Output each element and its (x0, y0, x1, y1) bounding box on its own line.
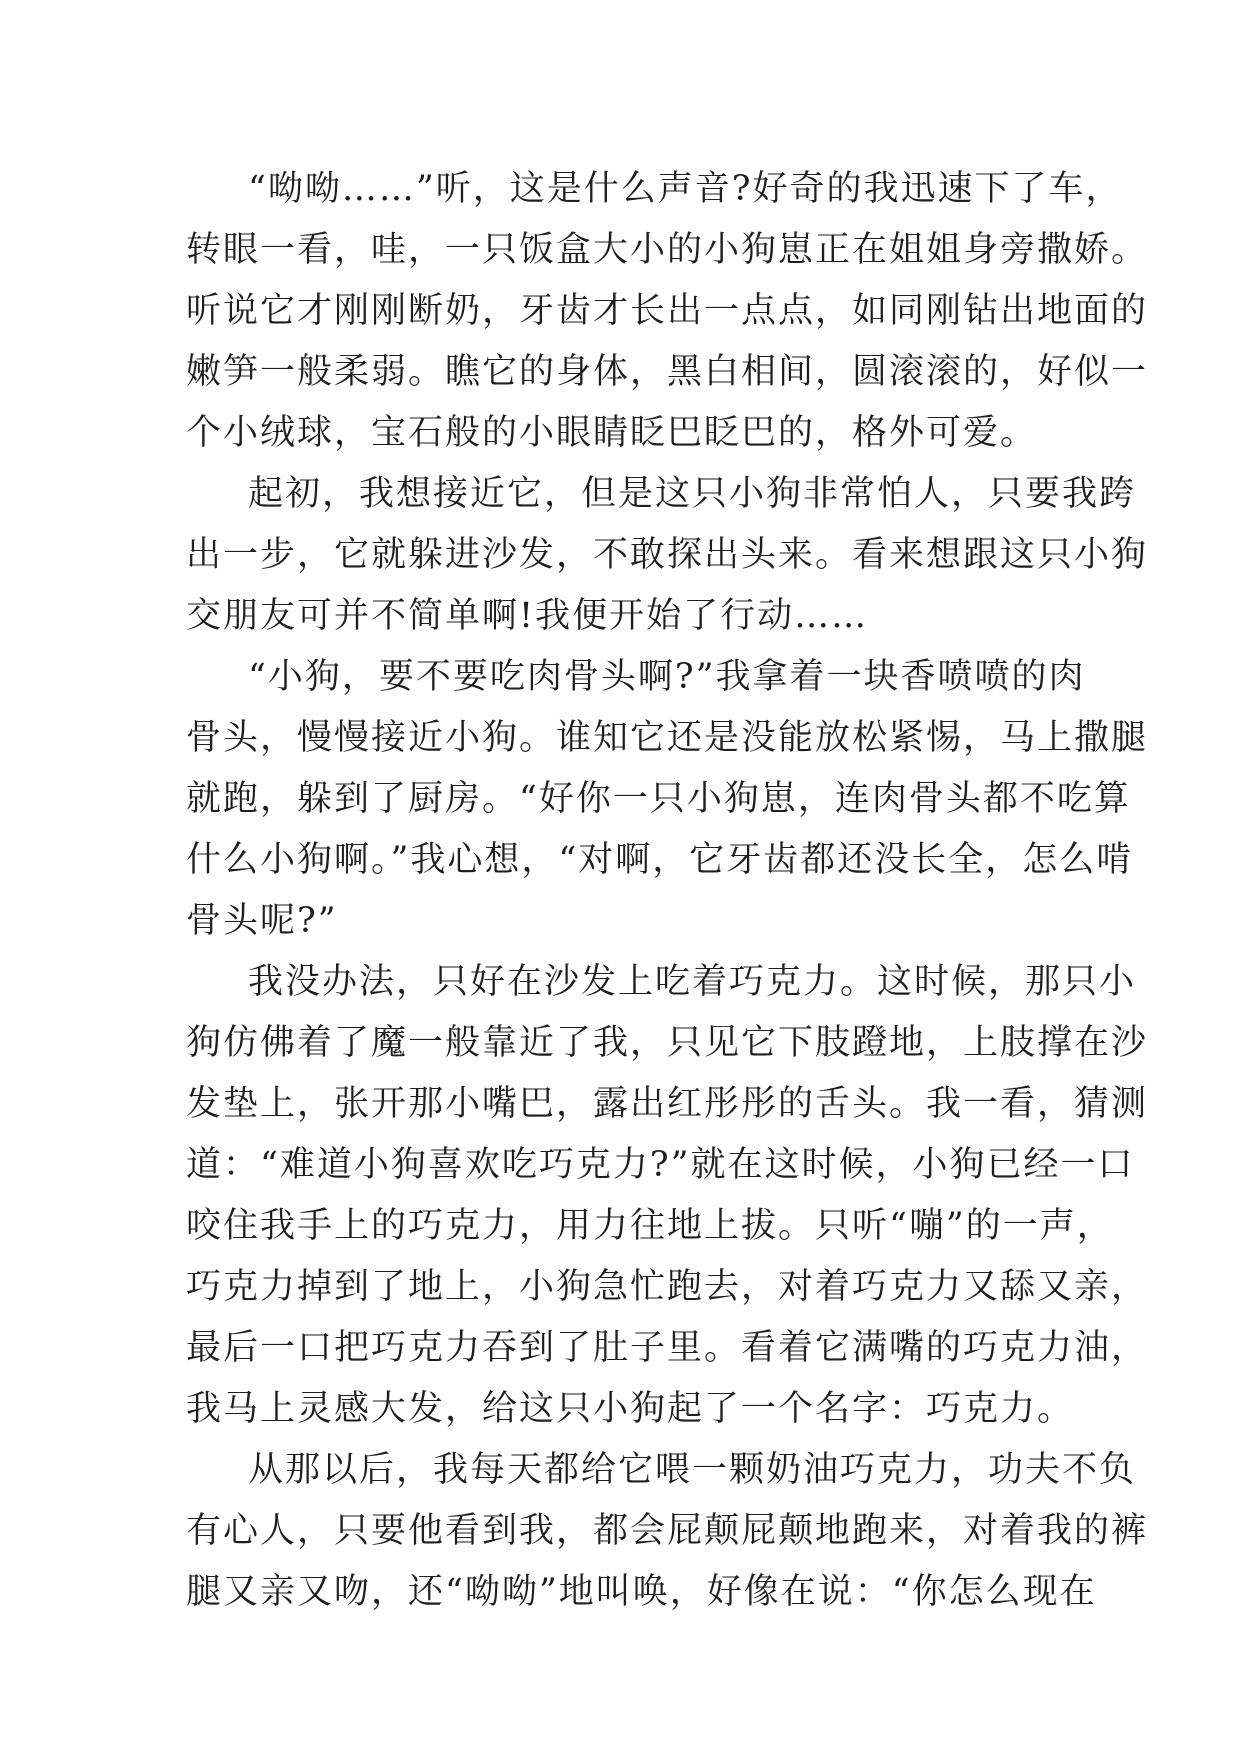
text-line: 骨头，慢慢接近小狗。谁知它还是没能放松紧惕，马上撒腿 (186, 718, 1149, 758)
text-line: 听说它才刚刚断奶，牙齿才长出一点点，如同刚钻出地面的 (186, 291, 1149, 331)
text-line: 最后一口把巧克力吞到了肚子里。看着它满嘴的巧克力油， (186, 1328, 1149, 1368)
text-line: 有心人，只要他看到我，都会屁颠屁颠地跑来，对着我的裤 (186, 1511, 1149, 1551)
text-line: 从那以后，我每天都给它喂一颗奶油巧克力，功夫不负 (248, 1450, 1137, 1490)
text-line: 起初，我想接近它，但是这只小狗非常怕人，只要我跨 (248, 474, 1137, 514)
text-line: 什么小狗啊。”我心想，“对啊，它牙齿都还没长全，怎么啃 (186, 840, 1134, 880)
text-line: 出一步，它就躲进沙发，不敢探出头来。看来想跟这只小狗 (186, 535, 1149, 575)
story-text (186, 159, 1149, 1623)
text-line: “呦呦……”听，这是什么声音?好奇的我迅速下了车， (248, 169, 1123, 209)
text-line: 转眼一看，哇，一只饭盒大小的小狗崽正在姐姐身旁撒娇。 (186, 230, 1149, 270)
text-line: 巧克力掉到了地上，小狗急忙跑去，对着巧克力又舔又亲， (186, 1267, 1149, 1307)
text-line: 交朋友可并不简单啊!我便开始了行动…… (186, 596, 869, 636)
text-line: 骨头呢?” (186, 901, 338, 941)
text-line: 咬住我手上的巧克力，用力往地上拔。只听“嘣”的一声， (186, 1206, 1114, 1246)
text-line: “小狗，要不要吃肉骨头啊?”我拿着一块香喷喷的肉 (248, 657, 1086, 697)
text-line: 我没办法，只好在沙发上吃着巧克力。这时候，那只小 (248, 962, 1137, 1002)
text-line: 腿又亲又吻，还“呦呦”地叫唤，好像在说：“你怎么现在 (186, 1572, 1097, 1612)
text-line: 狗仿佛着了魔一般靠近了我，只见它下肢蹬地，上肢撑在沙 (186, 1023, 1149, 1063)
text-line: 个小绒球，宝石般的小眼睛眨巴眨巴的，格外可爱。 (186, 413, 1038, 453)
text-line: 嫩笋一般柔弱。瞧它的身体，黑白相间，圆滚滚的，好似一 (186, 352, 1149, 392)
text-line: 道：“难道小狗喜欢吃巧克力?”就在这时候，小狗已经一口 (186, 1145, 1135, 1185)
text-line: 发垫上，张开那小嘴巴，露出红彤彤的舌头。我一看，猜测 (186, 1084, 1149, 1124)
text-line: 我马上灵感大发，给这只小狗起了一个名字：巧克力。 (186, 1389, 1075, 1429)
text-line: 就跑，躲到了厨房。“好你一只小狗崽，连肉骨头都不吃算 (186, 779, 1131, 819)
